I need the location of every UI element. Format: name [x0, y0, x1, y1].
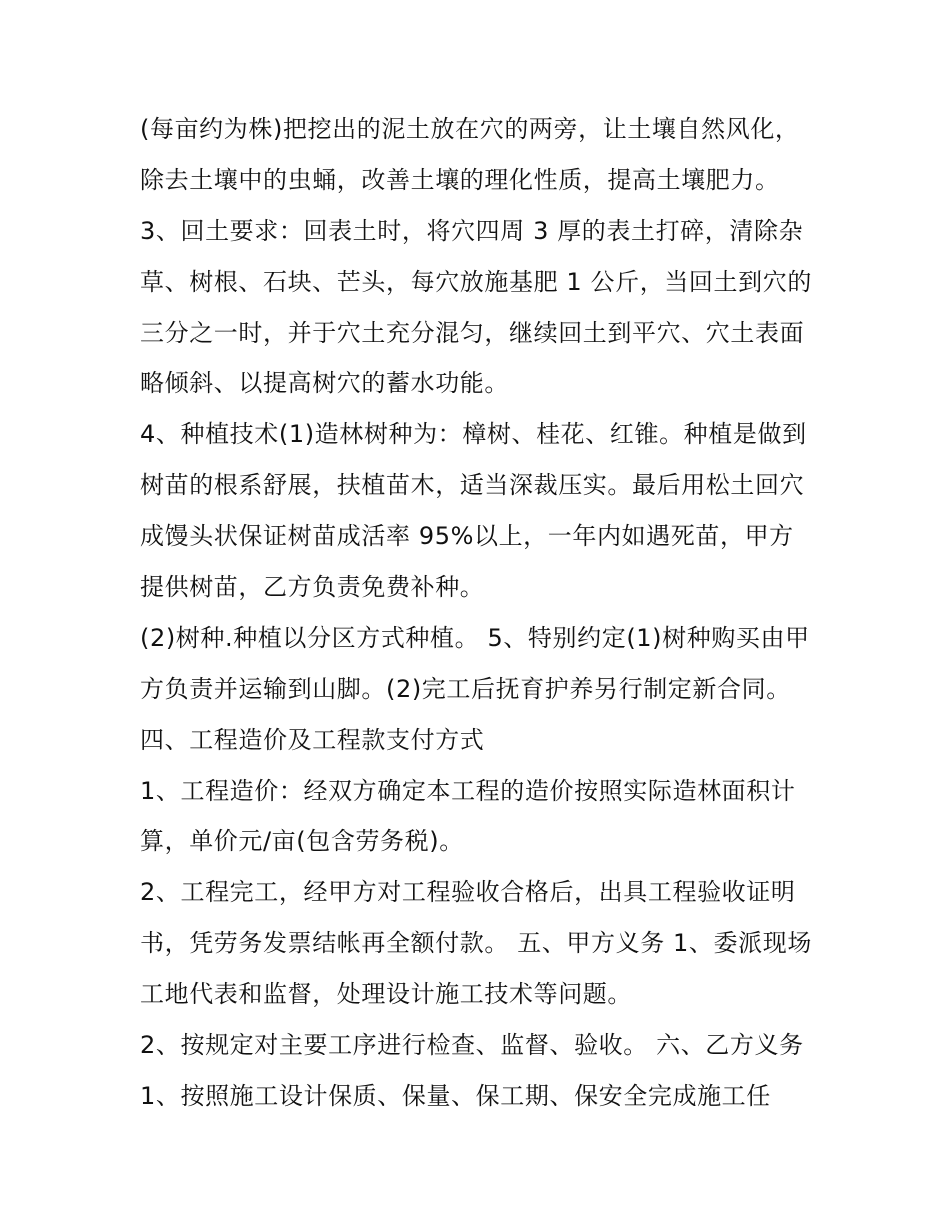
text-line: 书，凭劳务发票结帐再全额付款。 五、甲方义务 1、委派现场 — [140, 929, 812, 958]
text-line: (2)树种.种植以分区方式种植。 5、特别约定(1)树种购买由甲 — [140, 623, 810, 652]
text-line: 略倾斜、以提高树穴的蓄水功能。 — [140, 369, 509, 398]
text-line: 1、工程造价：经双方确定本工程的造价按照实际造林面积计 — [140, 776, 796, 805]
text-line: 三分之一时，并于穴土充分混匀，继续回土到平穴、穴土表面 — [140, 318, 805, 347]
text-line: 3、回土要求：回表土时，将穴四周 3 厚的表土打碎，清除杂 — [140, 216, 804, 245]
text-line: 4、种植技术(1)造林树种为：樟树、桂花、红锥。种植是做到 — [140, 420, 807, 449]
text-line: 草、树根、石块、芒头，每穴放施基肥 1 公斤，当回土到穴的 — [140, 267, 812, 296]
section-heading: 四、工程造价及工程款支付方式 — [140, 725, 485, 754]
text-line: 2、工程完工，经甲方对工程验收合格后，出具工程验收证明 — [140, 878, 796, 907]
document-body — [140, 104, 820, 1122]
text-line: 方负责并运输到山脚。(2)完工后抚育护养另行制定新合同。 — [140, 674, 791, 703]
text-line: 除去土壤中的虫蛹，改善土壤的理化性质，提高土壤肥力。 — [140, 165, 780, 194]
text-line: 树苗的根系舒展，扶植苗木，适当深裁压实。最后用松土回穴 — [140, 471, 805, 500]
text-line: (每亩约为株)把挖出的泥土放在穴的两旁，让土壤自然风化， — [140, 115, 800, 143]
text-line: 工地代表和监督，处理设计施工技术等问题。 — [140, 980, 632, 1009]
text-line: 1、按照施工设计保质、保量、保工期、保安全完成施工任 — [140, 1081, 771, 1110]
text-line: 算，单价元/亩(包含劳务税)。 — [140, 827, 464, 856]
text-line: 提供树苗，乙方负责免费补种。 — [140, 573, 485, 602]
text-line: 成馒头状保证树苗成活率 95%以上，一年内如遇死苗，甲方 — [140, 522, 794, 551]
text-line: 2、按规定对主要工序进行检查、监督、验收。 六、乙方义务 — [140, 1031, 804, 1060]
